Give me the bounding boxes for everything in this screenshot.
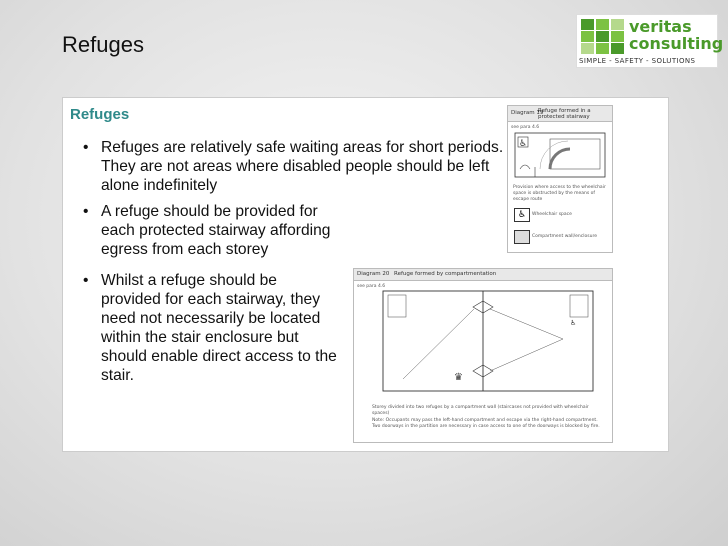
diagram-caption-text: Refuge formed by compartmentation <box>394 271 497 277</box>
logo-grid-icon <box>581 19 625 55</box>
bullet-item: • A refuge should be provided for each protected stairway affording egress from each storey <box>83 202 331 259</box>
diagram-caption <box>508 106 612 122</box>
diagram-corner-note: see para 4.6 <box>357 284 386 289</box>
veritas-logo <box>576 14 724 68</box>
diagram-caption <box>354 269 612 281</box>
bullet-item: • Whilst a refuge should be provided for each stairway, they need not necessarily be located within the stair enclosure but should enable direct access to the stair. <box>83 271 341 385</box>
panel-heading: Refuges <box>70 106 130 123</box>
diagram-corner-note: see para 4.6 <box>511 125 540 130</box>
compartment-plan-drawing <box>358 287 608 397</box>
diagram-note: Storey divided into two refuges by a compartment wall (staircases not provided with wheelchair spaces) <box>372 405 589 416</box>
diagram-label: Diagram 20 <box>357 271 390 277</box>
diagram-label: Diagram 19 <box>511 110 544 116</box>
diagram-note: Provision where access to the wheelchair space is obstructed by the means of escape route <box>513 185 606 202</box>
svg-text:♛: ♛ <box>454 372 463 383</box>
content-panel <box>62 97 669 452</box>
logo-brand-line2: consulting <box>629 34 724 53</box>
wall-legend-box <box>514 230 530 244</box>
diagram-20 <box>353 268 613 443</box>
slide-title: Refuges <box>62 32 144 57</box>
svg-text:♿: ♿ <box>570 319 577 327</box>
legend-wheelchair-label: Wheelchair space <box>532 212 572 217</box>
legend-wall-label: Compartment wall/enclosure <box>532 234 597 239</box>
stair-plan-drawing <box>510 131 610 181</box>
svg-text:♿: ♿ <box>519 139 528 149</box>
logo-brand-line1: veritas <box>629 17 692 36</box>
diagram-caption-text: Refuge formed in a protected stairway <box>538 108 591 120</box>
bullet-item: • Refuges are relatively safe waiting areas for short periods. They are not areas where disabled people should be left alone indefinitely <box>83 138 521 195</box>
diagram-note: Note: Occupants may pass the left-hand compartment and escape via the right-hand compartment. Two doorways in the partition are necessary in case access to one of the doorways is blocked by fire. <box>372 418 600 429</box>
diagram-19 <box>507 105 613 253</box>
wheelchair-legend-box: ♿ <box>514 208 530 222</box>
logo-tagline: SIMPLE - SAFETY - SOLUTIONS <box>579 57 696 65</box>
